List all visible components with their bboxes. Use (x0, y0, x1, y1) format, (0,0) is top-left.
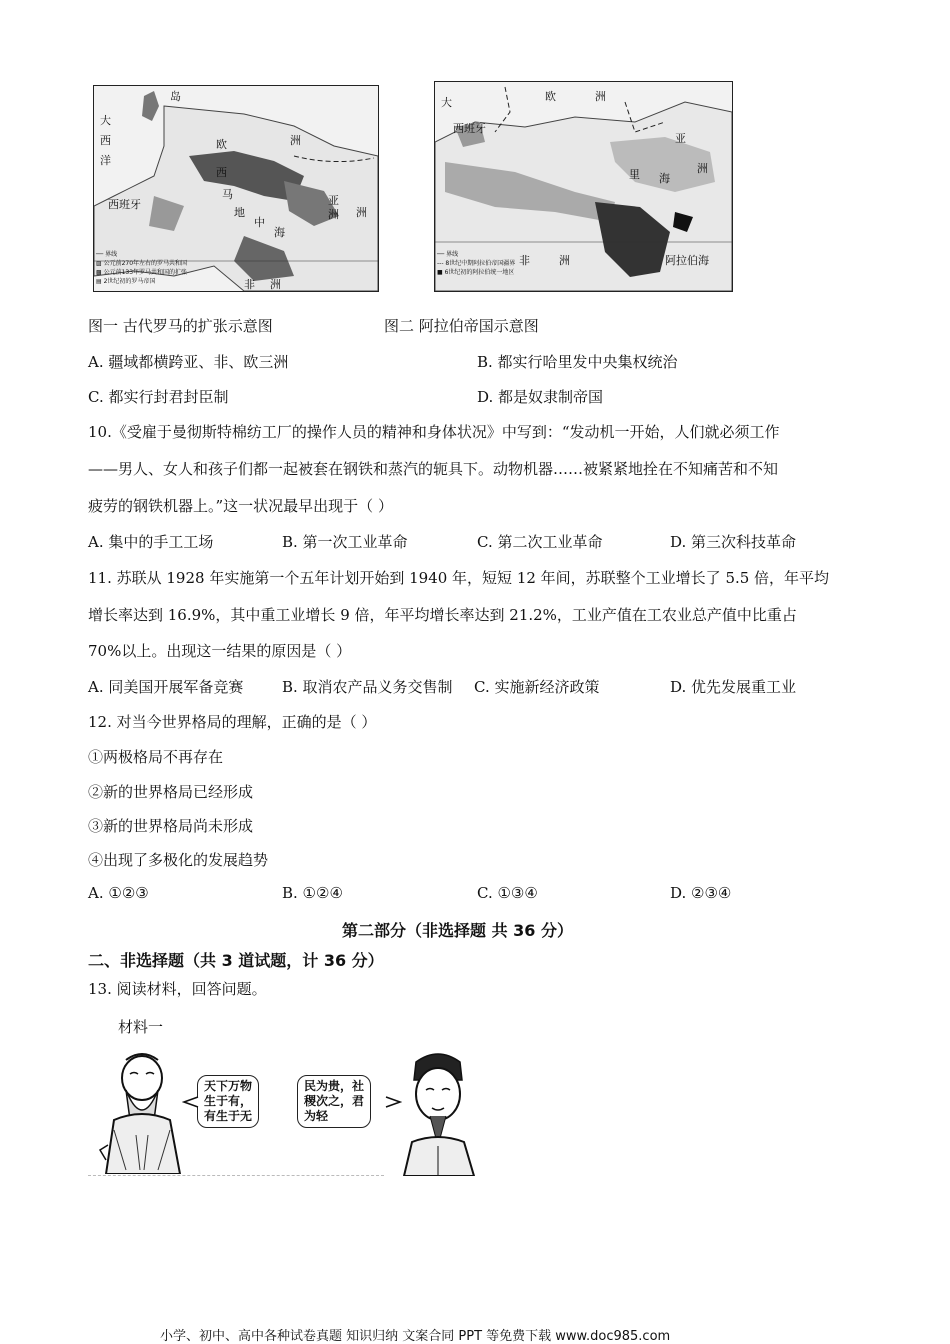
map1-legend-item: ▤ 2世纪初的罗马帝国 (96, 278, 156, 285)
map1-label: 马 (222, 188, 233, 201)
map2-label: 洲 (559, 254, 570, 267)
map1-label: 西 (216, 166, 227, 179)
map1-legend-item: ▨ 公元前270年左右的罗马共和国 (96, 260, 188, 267)
q10-stem-line: 疲劳的钢铁机器上。”这一状况最早出现于（ ） (88, 497, 393, 515)
material1-label: 材料一 (118, 1018, 164, 1036)
map2-label: 欧 (545, 90, 556, 103)
part2-title: 第二部分（非选择题 共 36 分） (342, 921, 573, 940)
map-arab-empire (434, 81, 733, 292)
q10-option-b: B. 第一次工业革命 (282, 533, 408, 551)
q10-option-d: D. 第三次科技革命 (670, 533, 797, 551)
illustration-divider (88, 1175, 384, 1176)
map2-caption: 图二 阿拉伯帝国示意图 (384, 317, 539, 335)
map1-label: 洲 (290, 134, 301, 147)
map2-label: 阿拉伯海 (665, 254, 709, 267)
map1-label: 海 (274, 226, 285, 239)
q9-option-a: A. 疆域都横跨亚、非、欧三洲 (88, 353, 289, 371)
q9-option-b: B. 都实行哈里发中央集权统治 (477, 353, 678, 371)
map-roman-expansion (93, 85, 379, 292)
map1-label: 洲 (328, 208, 339, 221)
q12-item: ②新的世界格局已经形成 (88, 783, 254, 801)
q12-option-a: A. ①②③ (88, 884, 149, 902)
map2-label: 大 (441, 96, 452, 109)
section2-heading: 二、非选择题（共 3 道试题，计 36 分） (88, 951, 384, 970)
map2-label: 非 (519, 254, 530, 267)
map1-legend-item: ▩ 公元前133年罗马共和国的扩张 (96, 269, 188, 276)
q10-option-c: C. 第二次工业革命 (477, 533, 603, 551)
map1-label: 洲 (356, 206, 367, 219)
q13-stem: 13. 阅读材料，回答问题。 (88, 980, 267, 998)
map1-label: 洋 (100, 154, 111, 167)
q11-option-b: B. 取消农产品义务交售制 (282, 678, 453, 696)
laozi-portrait (96, 1050, 188, 1174)
map2-legend-item: ── 界线 (437, 251, 459, 258)
map1-label: 岛 (170, 90, 181, 103)
q12-option-b: B. ①②④ (282, 884, 343, 902)
q9-option-c: C. 都实行封君封臣制 (88, 388, 229, 406)
map1-label: 洲 (270, 278, 281, 291)
q12-item: ①两极格局不再存在 (88, 748, 224, 766)
q10-stem-line: ——男人、女人和孩子们都一起被套在钢铁和蒸汽的轭具下。动物机器……被紧紧地拴在不知痛苦和不知 (88, 460, 779, 478)
map1-label: 中 (254, 216, 265, 229)
map2-label: 亚 (675, 132, 686, 145)
speech-bubble-laozi: 天下万物 生于有， 有生于无 (197, 1075, 259, 1128)
q11-option-a: A. 同美国开展军备竞赛 (88, 678, 244, 696)
q12-stem: 12. 对当今世界格局的理解，正确的是（ ） (88, 713, 377, 731)
q9-option-d: D. 都是奴隶制帝国 (477, 388, 604, 406)
q12-option-d: D. ②③④ (670, 884, 732, 902)
mencius-portrait (396, 1050, 480, 1176)
q11-option-c: C. 实施新经济政策 (474, 678, 600, 696)
map1-label: 大 (100, 114, 111, 127)
map2-label: 里 (629, 168, 640, 181)
map1-label: 非 (244, 278, 255, 291)
q10-stem-line: 10.《受雇于曼彻斯特棉纺工厂的操作人员的精神和身体状况》中写到：“发动机一开始，人们就必须工作 (88, 423, 780, 441)
q11-option-d: D. 优先发展重工业 (670, 678, 797, 696)
map1-label: 地 (234, 206, 245, 219)
map2-legend-item: --- 8世纪中期阿拉伯帝国疆界 (437, 260, 516, 267)
map2-legend-item: ■ 6世纪初的阿拉伯统一地区 (437, 269, 515, 276)
map2-label: 洲 (697, 162, 708, 175)
page-footer: 小学、初中、高中各种试卷真题 知识归纳 文案合同 PPT 等免费下载 www.doc985.com (160, 1329, 671, 1344)
speech-bubble-tail (182, 1095, 200, 1109)
map2-label: 西班牙 (453, 122, 486, 135)
speech-bubble-mencius: 民为贵，社 稷次之，君 为轻 (297, 1075, 371, 1128)
q12-item: ④出现了多极化的发展趋势 (88, 851, 269, 869)
map1-label: 亚 (328, 194, 339, 207)
map1-label: 西 (100, 134, 111, 147)
map2-label: 海 (659, 172, 670, 185)
map1-label: 欧 (216, 138, 227, 151)
q12-item: ③新的世界格局尚未形成 (88, 817, 254, 835)
q12-option-c: C. ①③④ (477, 884, 538, 902)
map1-label: 西班牙 (108, 198, 141, 211)
map2-label: 洲 (595, 90, 606, 103)
map1-caption: 图一 古代罗马的扩张示意图 (88, 317, 273, 335)
q11-stem-line: 11. 苏联从 1928 年实施第一个五年计划开始到 1940 年，短短 12 年间，苏联整个工业增长了 5.5 倍，年平均 (88, 569, 830, 587)
q11-stem-line: 70%以上。出现这一结果的原因是（ ） (88, 642, 352, 660)
q10-option-a: A. 集中的手工工场 (88, 533, 214, 551)
map1-legend-item: ── 界线 (96, 251, 118, 258)
q11-stem-line: 增长率达到 16.9%，其中重工业增长 9 倍，年平均增长率达到 21.2%，工业产值在工农业总产值中比重占 (88, 606, 797, 624)
